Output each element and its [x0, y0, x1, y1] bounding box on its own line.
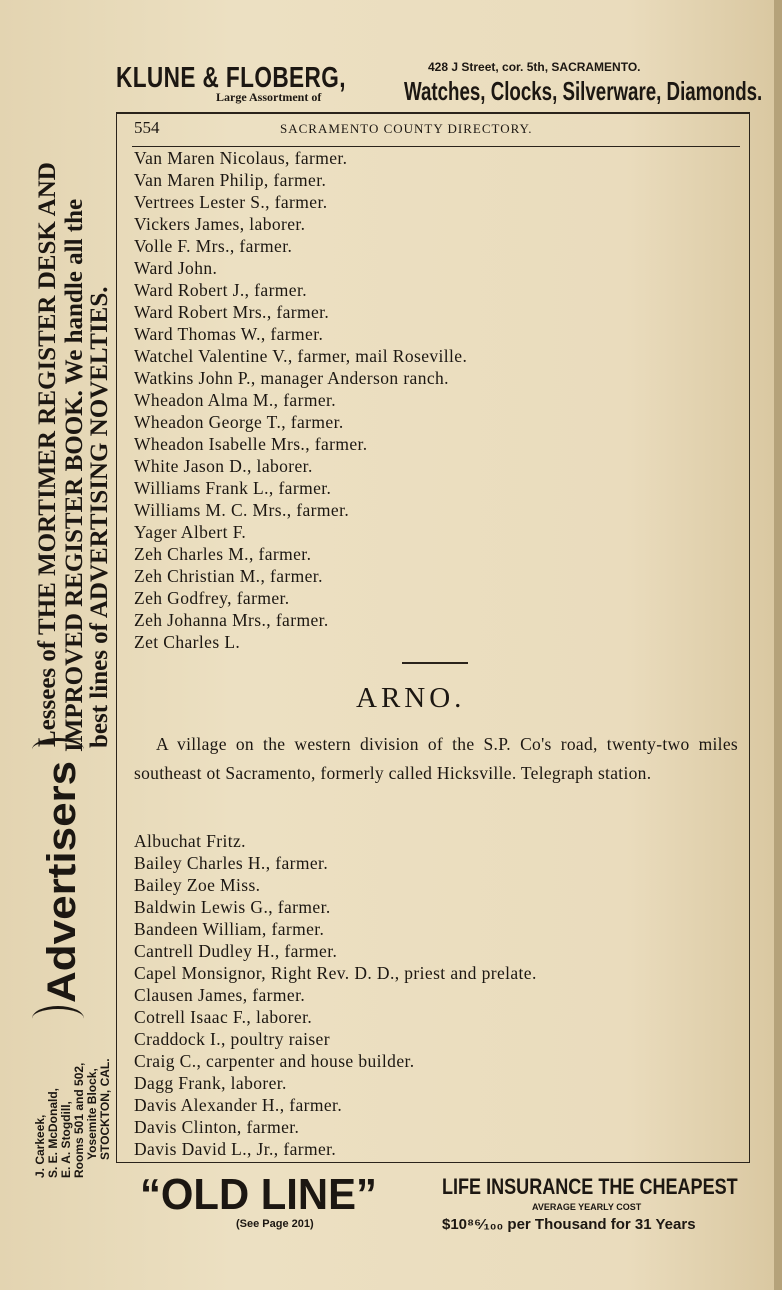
list-item: Zeh Christian M., farmer.	[134, 566, 323, 586]
ad-assortment: Large Assortment of	[216, 90, 322, 104]
list-item: Wheadon George T., farmer.	[134, 412, 344, 432]
list-item: Zeh Charles M., farmer.	[134, 544, 312, 564]
list-item: Davis Alexander H., farmer.	[134, 1095, 343, 1115]
list-item: Vickers James, laborer.	[134, 214, 306, 234]
top-advertisement	[116, 58, 763, 108]
list-item: Watchel Valentine V., farmer, mail Roseville.	[134, 346, 468, 366]
list-item: Watkins John P., manager Anderson ranch.	[134, 368, 449, 388]
page-number: 554	[134, 118, 160, 137]
list-item: Baldwin Lewis G., farmer.	[134, 897, 331, 917]
bottom-advertisement	[140, 1168, 760, 1238]
list-item: Albuchat Fritz.	[134, 831, 246, 851]
brace-icon	[32, 738, 84, 761]
section-divider	[402, 662, 468, 664]
list-item: Ward Robert J., farmer.	[134, 280, 308, 300]
list-item: Zeh Johanna Mrs., farmer.	[134, 610, 329, 630]
list-item: Craig C., carpenter and house builder.	[134, 1051, 415, 1071]
directory-list-top	[134, 147, 467, 653]
list-item: Davis David L., Jr., farmer.	[134, 1139, 337, 1159]
list-item: Bandeen William, farmer.	[134, 919, 325, 939]
list-item: Zeh Godfrey, farmer.	[134, 588, 290, 608]
frame-bottom-rule	[116, 1162, 750, 1163]
side-advertisement	[0, 0, 116, 1290]
side-ad-advertisers: Advertisers	[40, 760, 85, 1003]
ad-old-line-title: “OLD LINE”	[140, 1170, 377, 1219]
list-item: Cantrell Dudley H., farmer.	[134, 941, 338, 961]
page-edge	[774, 0, 782, 1290]
side-ad-line-1: Lessees of THE MORTIMER REGISTER DESK AND	[34, 162, 61, 747]
side-ad-address-line: STOCKTON, CAL.	[98, 1058, 112, 1160]
list-item: Clausen James, farmer.	[134, 985, 306, 1005]
list-item: Capel Monsignor, Right Rev. D. D., priest and prelate.	[134, 963, 537, 983]
side-ad-line-3: best lines of ADVERTISING NOVELTIES.	[86, 286, 113, 748]
list-item: Ward Robert Mrs., farmer.	[134, 302, 330, 322]
ad-address: 428 J Street, cor. 5th, SACRAMENTO.	[428, 60, 641, 74]
directory-list-arno	[134, 830, 537, 1160]
ad-price: $10⁸⁶⁄₁₀₀ per Thousand for 31 Years	[442, 1216, 696, 1233]
list-item: Williams Frank L., farmer.	[134, 478, 332, 498]
ad-see-page: (See Page 201)	[236, 1218, 314, 1230]
list-item: Wheadon Alma M., farmer.	[134, 390, 337, 410]
list-item: Craddock I., poultry raiser	[134, 1029, 330, 1049]
running-head: SACRAMENTO COUNTY DIRECTORY.	[280, 121, 533, 136]
list-item: Vertrees Lester S., farmer.	[134, 192, 328, 212]
side-ad-address-line: Rooms 501 and 502,	[72, 1062, 86, 1178]
frame-right-rule	[749, 112, 750, 1162]
list-item: Dagg Frank, laborer.	[134, 1073, 287, 1093]
list-item: Ward Thomas W., farmer.	[134, 324, 324, 344]
list-item: Yager Albert F.	[134, 522, 247, 542]
list-item: Van Maren Philip, farmer.	[134, 170, 327, 190]
frame-left-rule	[116, 112, 117, 1162]
side-ad-address-line: Yosemite Block,	[85, 1068, 99, 1160]
section-title: ARNO.	[356, 682, 466, 714]
ad-firm-name: KLUNE & FLOBERG,	[116, 62, 346, 94]
list-item: Ward John.	[134, 258, 218, 278]
list-item: Bailey Charles H., farmer.	[134, 853, 329, 873]
list-item: Bailey Zoe Miss.	[134, 875, 261, 895]
frame-top-rule	[116, 112, 750, 114]
list-item: Williams M. C. Mrs., farmer.	[134, 500, 350, 520]
section-description: A village on the western division of the S.P. Co's road, twenty-two miles southeast ot Sacramento, formerly called Hicksville. Telegraph station.	[134, 734, 738, 783]
ad-life-insurance: LIFE INSURANCE THE CHEAPEST	[442, 1174, 738, 1199]
list-item: Van Maren Nicolaus, farmer.	[134, 148, 348, 168]
side-ad-address-line: J. Carkeek,	[33, 1114, 47, 1178]
side-ad-address-line: E. A. Stogdill,	[59, 1101, 73, 1178]
list-item: Volle F. Mrs., farmer.	[134, 236, 293, 256]
list-item: Davis Clinton, farmer.	[134, 1117, 300, 1137]
list-item: Cotrell Isaac F., laborer.	[134, 1007, 313, 1027]
list-item: White Jason D., laborer.	[134, 456, 313, 476]
brace-icon	[32, 1006, 84, 1031]
ad-cost-label: AVERAGE YEARLY COST	[532, 1202, 642, 1212]
ad-goods: Watches, Clocks, Silverware, Diamonds.	[404, 76, 763, 106]
side-ad-line-2: IMPROVED REGISTER BOOK. We handle all the	[61, 198, 88, 752]
side-ad-address-line: S. E. McDonald,	[46, 1087, 60, 1178]
list-item: Wheadon Isabelle Mrs., farmer.	[134, 434, 368, 454]
list-item: Zet Charles L.	[134, 632, 241, 652]
